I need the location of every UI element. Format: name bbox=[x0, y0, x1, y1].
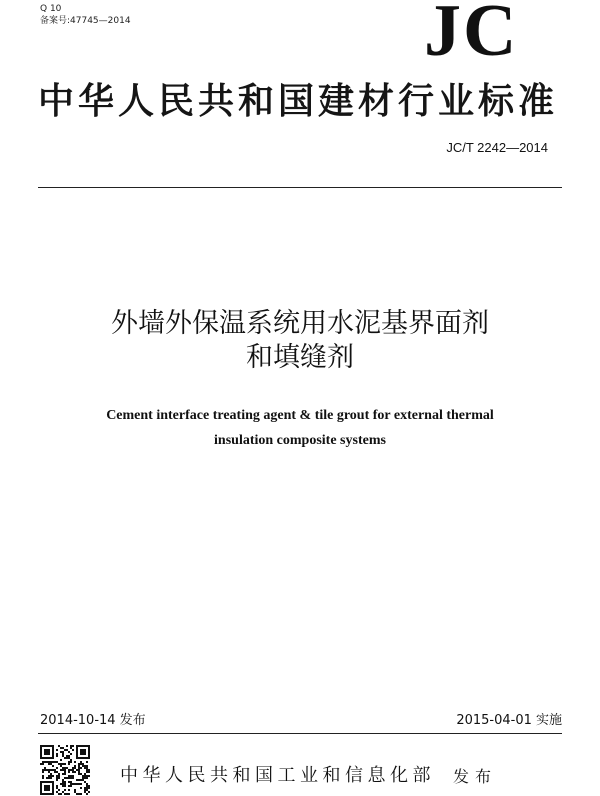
qr-module bbox=[58, 763, 60, 765]
qr-module bbox=[48, 763, 50, 765]
qr-module bbox=[60, 759, 62, 761]
qr-module bbox=[78, 769, 80, 771]
qr-module bbox=[62, 791, 64, 793]
qr-module bbox=[56, 771, 58, 773]
qr-finder-inner bbox=[80, 749, 86, 755]
qr-module bbox=[86, 789, 88, 791]
qr-module bbox=[84, 775, 86, 777]
qr-module bbox=[82, 765, 84, 767]
qr-module bbox=[84, 765, 86, 767]
qr-module bbox=[74, 783, 76, 785]
qr-module bbox=[86, 777, 88, 779]
qr-module bbox=[70, 777, 72, 779]
qr-module bbox=[66, 757, 68, 759]
standard-number: JC/T 2242—2014 bbox=[446, 140, 548, 155]
qr-module bbox=[64, 781, 66, 783]
qr-module bbox=[60, 751, 62, 753]
qr-module bbox=[58, 777, 60, 779]
qr-finder-inner bbox=[44, 749, 50, 755]
qr-module bbox=[72, 767, 74, 769]
qr-module bbox=[76, 779, 78, 781]
qr-finder-inner bbox=[44, 785, 50, 791]
qr-module bbox=[62, 747, 64, 749]
qr-module bbox=[64, 793, 66, 795]
qr-module bbox=[48, 771, 50, 773]
qr-module bbox=[68, 793, 70, 795]
qr-module bbox=[64, 769, 66, 771]
title-en-line2: insulation composite systems bbox=[214, 433, 386, 448]
qr-module bbox=[66, 749, 68, 751]
jc-logo: JC bbox=[424, 0, 519, 72]
qr-module bbox=[70, 747, 72, 749]
qr-module bbox=[72, 745, 74, 747]
qr-module bbox=[78, 767, 80, 769]
qr-module bbox=[70, 769, 72, 771]
title-zh-line2: 和填缝剂 bbox=[246, 342, 354, 373]
qr-module bbox=[62, 763, 64, 765]
qr-module bbox=[68, 763, 70, 765]
qr-module bbox=[80, 773, 82, 775]
qr-module bbox=[62, 783, 64, 785]
implement-date: 2015-04-01 实施 bbox=[456, 713, 562, 728]
qr-module bbox=[86, 767, 88, 769]
qr-module bbox=[50, 761, 52, 763]
qr-module bbox=[86, 769, 88, 771]
qr-module bbox=[44, 761, 46, 763]
qr-module bbox=[74, 791, 76, 793]
qr-module bbox=[62, 785, 64, 787]
qr-module bbox=[78, 771, 80, 773]
qr-module bbox=[62, 773, 64, 775]
qr-module bbox=[58, 773, 60, 775]
qr-module bbox=[74, 761, 76, 763]
qr-module bbox=[44, 769, 46, 771]
qr-module bbox=[56, 775, 58, 777]
qr-module bbox=[64, 763, 66, 765]
qr-module bbox=[62, 781, 64, 783]
qr-module bbox=[70, 759, 72, 761]
qr-module bbox=[42, 761, 44, 763]
qr-module bbox=[78, 793, 80, 795]
qr-module bbox=[48, 775, 50, 777]
qr-module bbox=[70, 775, 72, 777]
qr-module bbox=[64, 771, 66, 773]
qr-module bbox=[84, 791, 86, 793]
qr-module bbox=[56, 777, 58, 779]
qr-module bbox=[88, 771, 90, 773]
classification-code: Q 10 bbox=[40, 4, 62, 14]
qr-module bbox=[82, 779, 84, 781]
qr-module bbox=[66, 755, 68, 757]
qr-module bbox=[60, 765, 62, 767]
qr-module bbox=[64, 777, 66, 779]
qr-module bbox=[76, 783, 78, 785]
qr-module bbox=[72, 777, 74, 779]
qr-module bbox=[68, 789, 70, 791]
qr-module bbox=[86, 793, 88, 795]
qr-module bbox=[68, 755, 70, 757]
qr-module bbox=[60, 769, 62, 771]
qr-module bbox=[76, 793, 78, 795]
qr-module bbox=[86, 787, 88, 789]
qr-module bbox=[88, 785, 90, 787]
qr-module bbox=[58, 789, 60, 791]
qr-module bbox=[66, 767, 68, 769]
qr-module bbox=[50, 763, 52, 765]
qr-module bbox=[66, 777, 68, 779]
qr-module bbox=[70, 781, 72, 783]
qr-module bbox=[58, 793, 60, 795]
qr-module bbox=[86, 785, 88, 787]
qr-module bbox=[70, 745, 72, 747]
qr-module bbox=[72, 749, 74, 751]
qr-module bbox=[48, 777, 50, 779]
qr-module bbox=[52, 761, 54, 763]
qr-module bbox=[72, 775, 74, 777]
issuing-authority: 中华人民共和国工业和信息化部 bbox=[120, 765, 435, 786]
qr-module bbox=[52, 765, 54, 767]
qr-module bbox=[74, 765, 76, 767]
record-number: 备案号:47745—2014 bbox=[40, 16, 131, 26]
qr-module bbox=[42, 777, 44, 779]
qr-module bbox=[50, 775, 52, 777]
qr-module bbox=[80, 787, 82, 789]
qr-module bbox=[86, 761, 88, 763]
qr-module bbox=[58, 745, 60, 747]
qr-module bbox=[68, 769, 70, 771]
qr-module bbox=[82, 775, 84, 777]
qr-module bbox=[68, 761, 70, 763]
qr-module bbox=[64, 767, 66, 769]
qr-module bbox=[50, 773, 52, 775]
qr-module bbox=[72, 783, 74, 785]
qr-module bbox=[86, 783, 88, 785]
title-zh-line1: 外墙外保温系统用水泥基界面剂 bbox=[111, 308, 489, 339]
qr-module bbox=[60, 783, 62, 785]
title-en-line1: Cement interface treating agent & tile grout for external thermal bbox=[106, 408, 494, 423]
qr-module bbox=[50, 769, 52, 771]
qr-module bbox=[68, 775, 70, 777]
qr-module bbox=[56, 753, 58, 755]
qr-module bbox=[56, 787, 58, 789]
qr-module bbox=[64, 783, 66, 785]
qr-module bbox=[86, 771, 88, 773]
qr-module bbox=[68, 751, 70, 753]
qr-module bbox=[68, 785, 70, 787]
qr-module bbox=[80, 763, 82, 765]
qr-module bbox=[82, 777, 84, 779]
issue-label: 发布 bbox=[453, 767, 498, 786]
qr-module bbox=[64, 785, 66, 787]
qr-module bbox=[56, 779, 58, 781]
qr-module bbox=[62, 767, 64, 769]
qr-module bbox=[72, 769, 74, 771]
qr-module bbox=[66, 793, 68, 795]
qr-module bbox=[42, 763, 44, 765]
qr-module bbox=[68, 757, 70, 759]
qr-module bbox=[80, 767, 82, 769]
qr-module bbox=[56, 749, 58, 751]
qr-module bbox=[56, 785, 58, 787]
qr-module bbox=[62, 779, 64, 781]
qr-module bbox=[78, 779, 80, 781]
qr-module bbox=[60, 747, 62, 749]
qr-module bbox=[66, 745, 68, 747]
qr-module bbox=[54, 761, 56, 763]
qr-module bbox=[48, 769, 50, 771]
qr-module bbox=[86, 765, 88, 767]
qr-module bbox=[46, 777, 48, 779]
qr-module bbox=[84, 781, 86, 783]
qr-module bbox=[78, 773, 80, 775]
qr-module bbox=[54, 771, 56, 773]
qr-module bbox=[88, 787, 90, 789]
qr-module bbox=[84, 787, 86, 789]
qr-module bbox=[80, 793, 82, 795]
qr-module bbox=[76, 769, 78, 771]
qr-module bbox=[42, 775, 44, 777]
qr-module bbox=[46, 769, 48, 771]
qr-module bbox=[60, 793, 62, 795]
qr-module bbox=[80, 779, 82, 781]
qr-module bbox=[52, 769, 54, 771]
qr-module bbox=[62, 753, 64, 755]
qr-module bbox=[80, 761, 82, 763]
qr-module bbox=[64, 773, 66, 775]
qr-module bbox=[52, 775, 54, 777]
qr-module bbox=[70, 761, 72, 763]
bottom-divider bbox=[38, 733, 562, 734]
qr-module bbox=[56, 755, 58, 757]
qr-module bbox=[84, 773, 86, 775]
qr-module bbox=[42, 771, 44, 773]
qr-module bbox=[68, 771, 70, 773]
qr-module bbox=[50, 777, 52, 779]
qr-module bbox=[78, 763, 80, 765]
qr-module bbox=[88, 775, 90, 777]
qr-module bbox=[40, 763, 42, 765]
qr-module bbox=[78, 765, 80, 767]
qr-module bbox=[84, 767, 86, 769]
top-divider bbox=[38, 187, 562, 188]
qr-module bbox=[68, 777, 70, 779]
qr-module bbox=[70, 783, 72, 785]
qr-module bbox=[44, 767, 46, 769]
qr-module bbox=[68, 781, 70, 783]
qr-module bbox=[82, 763, 84, 765]
issue-date: 2014-10-14 发布 bbox=[40, 713, 146, 728]
qr-module bbox=[64, 757, 66, 759]
qr-module bbox=[64, 789, 66, 791]
standard-category: 中华人民共和国建材行业标准 bbox=[38, 81, 559, 122]
qr-module bbox=[56, 761, 58, 763]
qr-module bbox=[46, 761, 48, 763]
qr-module bbox=[86, 775, 88, 777]
qr-module bbox=[62, 769, 64, 771]
qr-module bbox=[74, 767, 76, 769]
qr-module bbox=[62, 755, 64, 757]
qr-module bbox=[56, 791, 58, 793]
qr-module bbox=[60, 763, 62, 765]
qr-module bbox=[84, 789, 86, 791]
qr-module bbox=[84, 777, 86, 779]
qr-module bbox=[78, 783, 80, 785]
qr-module bbox=[62, 751, 64, 753]
qr-module bbox=[70, 753, 72, 755]
qr-module bbox=[48, 761, 50, 763]
qr-module bbox=[74, 789, 76, 791]
qr-module bbox=[56, 767, 58, 769]
qr-module bbox=[72, 771, 74, 773]
qr-module bbox=[88, 769, 90, 771]
qr-module bbox=[88, 791, 90, 793]
qr-module bbox=[58, 775, 60, 777]
qr-code-icon bbox=[40, 745, 90, 795]
qr-module bbox=[80, 783, 82, 785]
qr-module bbox=[70, 785, 72, 787]
qr-module bbox=[74, 771, 76, 773]
qr-module bbox=[54, 769, 56, 771]
qr-module bbox=[42, 769, 44, 771]
qr-module bbox=[64, 749, 66, 751]
